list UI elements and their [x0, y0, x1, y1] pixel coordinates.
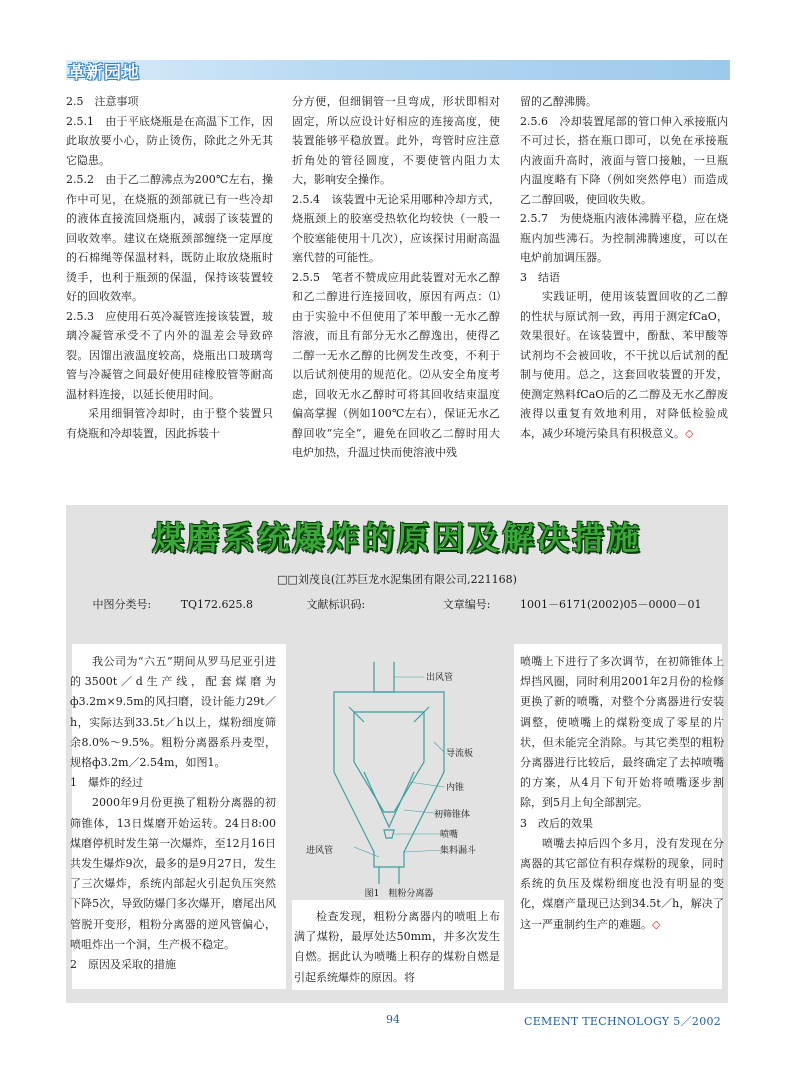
end-mark-icon: ◇	[652, 917, 661, 931]
figure-caption: 图1 粗粉分离器	[364, 889, 434, 899]
label-inner-cone: 内锥	[446, 783, 465, 793]
article-author: □□刘茂良(江苏巨龙水泥集团有限公司,221168)	[277, 573, 517, 586]
guide-plate-shape	[414, 707, 429, 722]
outlet-duct-shape	[374, 662, 394, 692]
section-heading: 1 爆炸的经过	[70, 776, 143, 790]
label-inlet: 进风管	[306, 846, 334, 856]
paragraph: 采用细铜管冷却时，由于整个装置只有烧瓶和冷却装置，因此拆装十	[66, 407, 273, 440]
paragraph-text: 喷嘴去掉后四个多月，没有发现在分离器的其它部位有积存煤粉的现象，同时系统的负压及煤粉细度也没有明显的变化，煤磨产量现已达到34.5t／h，解决了这一严重制约生产的难题。	[520, 836, 724, 931]
page-number: 94	[386, 1013, 400, 1026]
label-hopper: 集料漏斗	[440, 846, 477, 856]
article-meta	[66, 596, 728, 612]
document-code: 文献标识码:	[306, 598, 366, 611]
section-header-band	[66, 60, 730, 83]
paragraph	[520, 287, 728, 443]
section-heading: 2 原因及采取的措施	[70, 958, 176, 972]
separator-diagram	[294, 652, 508, 884]
paragraph: 留的乙醇沸腾。	[520, 95, 597, 108]
article-column-1	[70, 652, 276, 975]
paragraph	[520, 834, 724, 935]
guide-plate-shape	[349, 707, 364, 722]
paragraph: 2000年9月份更换了粗粉分离器的初筛锥体，13日煤磨开始运转。24日8:00煤磨停机时发生第一次爆炸，至12月16日共发生爆炸9次，最多的是9月27日，发生了三次爆炸，系统内部起火引起负压突然下降5次，导致防爆门多次爆开，磨尾出风管脱开变形，粗粉分离器的逆风管偏心，喷咀炸出一个洞，生产极不稳定。	[70, 796, 276, 951]
top-article-column-3	[520, 92, 728, 443]
label-nozzle: 喷嘴	[440, 830, 459, 840]
inner-cone-shape	[354, 712, 424, 812]
article-number: 文章编号: 1001－6171(2002)05－0000－01	[442, 598, 702, 611]
label-primary-cone: 初筛锥体	[434, 810, 471, 820]
paragraph: 2.5.3 应使用石英冷凝管连接该装置，玻璃冷凝管承受不了内外的温差会导致碎裂。因馏出液温度较高，烧瓶出口玻璃弯管与冷凝管之间最好使用硅橡胶管等耐高温材料连接，以延长使用时间。	[66, 309, 273, 401]
paragraph: 检查发现，粗粉分离器内的喷咀上布满了煤粉，最厚处达50mm，并多次发生自燃。据此认为喷嘴上积存的煤粉自燃是引起系统爆炸的原因。将	[294, 910, 500, 984]
top-article-column-1	[66, 92, 273, 443]
paragraph: 2.5.2 由于乙二醇沸点为200℃左右，操作中可见，在烧瓶的颈部就已有一些冷却的液体直接流回烧瓶内，减弱了该装置的回收效率。建议在烧瓶颈部缠绕一定厚度的石棉绳等保温材料，既防止取放烧瓶时烫手，也利于瓶颈的保温，保持该装置较好的回收效率。	[66, 173, 273, 303]
paragraph: 喷嘴上下进行了多次调节，在初筛锥体上焊挡风圈，同时利用2001年2月份的检修更换了新的喷嘴，对整个分离器进行安装调整，使喷嘴上的煤粉变成了零星的片状，但未能完全消除。与其它类型的粗粉分离器进行比较后，最终确定了去掉喷嘴的方案，从4月下旬开始将喷嘴逐步割除，到5月上旬全部割完。	[520, 655, 724, 810]
section-heading: 3 结语	[520, 270, 560, 284]
paragraph: 2.5 注意事项	[66, 95, 139, 108]
paragraph: 2.5.7 为使烧瓶内液体沸腾平稳，应在烧瓶内加些沸石。为控制沸腾速度，可以在电炉前加调压器。	[520, 212, 728, 264]
section-title: 革新园地	[68, 63, 140, 83]
article-column-3	[520, 652, 724, 935]
separator-body-shape	[334, 692, 444, 867]
paragraph: 2.5.6 冷却装置尾部的管口伸入承接瓶内不可过长，搭在瓶口即可，以免在承接瓶内液面升高时，液面与管口接触，一旦瓶内温度略有下降（例如突然停电）而造成乙二醇回吸，使回收失败。	[520, 114, 728, 206]
top-article-column-2	[292, 92, 500, 463]
paragraph-text: 实践证明，使用该装置回收的乙二醇的性状与原试剂一致，再用于测定fCaO，效果很好。在该装置中，酚酞、苯甲酸等试剂均不会被回收，不干扰以后试剂的配制与使用。总之，这套回收装置的开发，使测定熟料fCaO后的乙二醇及无水乙醇废液得以重复有效地利用，对降低检验成本，减少环境污染具有积极意义。	[520, 290, 728, 440]
paragraph: 2.5.1 由于平底烧瓶是在高温下工作，因此取放要小心，防止烫伤，除此之外无其它隐患。	[66, 114, 273, 167]
paragraph: 我公司为“六五”期间从罗马尼亚引进的3500t／d生产线，配套煤磨为ф3.2m×9.5m的风扫磨，设计能力29t／h，实际达到33.5t／h以上，煤粉细度筛余8.0%～9.5%。粗粉分离器系丹麦型，规格ф3.2m／2.54m，如图1。	[70, 655, 276, 770]
clc-number: 中图分类号: TQ172.625.8	[92, 598, 254, 611]
paragraph: 2.5.5 笔者不赞成应用此装置对无水乙醇和乙二醇进行连接回收，原因有两点：⑴由于实验中不但使用了苯甲酸一无水乙醇溶液，而且有部分无水乙醇逸出，使得乙二醇一无水乙醇的比例发生改变，不利于以后试剂使用的规范化。⑵从安全角度考虑，回收无水乙醇时可将其回收结束温度偏高掌握（例如100℃左右），保证无水乙醇回收“完全”，避免在回收乙二醇时用大电炉加热，升温过快而使溶液中残	[292, 270, 500, 459]
paragraph: 分方便，但细铜管一旦弯成，形状即相对固定，所以应设计好相应的连接高度，使装置能够平稳放置。此外，弯管时应注意折角处的管径圆度，不要使管内阻力太大，影响安全操作。	[292, 95, 500, 186]
article-column-2	[294, 907, 500, 988]
label-outlet: 出风管	[426, 673, 454, 683]
label-guide-plate: 导流板	[446, 749, 474, 759]
journal-name: CEMENT TECHNOLOGY 5／2002	[524, 1015, 722, 1028]
article-title: 煤磨系统爆炸的原因及解决措施	[151, 519, 642, 557]
end-mark-icon: ◇	[685, 426, 694, 440]
primary-cone-shape	[364, 772, 414, 827]
section-heading: 3 改后的效果	[520, 816, 593, 830]
paragraph: 2.5.4 该装置中无论采用哪种冷却方式，烧瓶颈上的胶塞受热软化均较快（一般一个胶塞能使用十几次），应该探讨用耐高温塞代替的可能性。	[292, 192, 500, 264]
inlet-pipe-shape	[379, 867, 399, 884]
nozzle-shape	[384, 830, 394, 838]
